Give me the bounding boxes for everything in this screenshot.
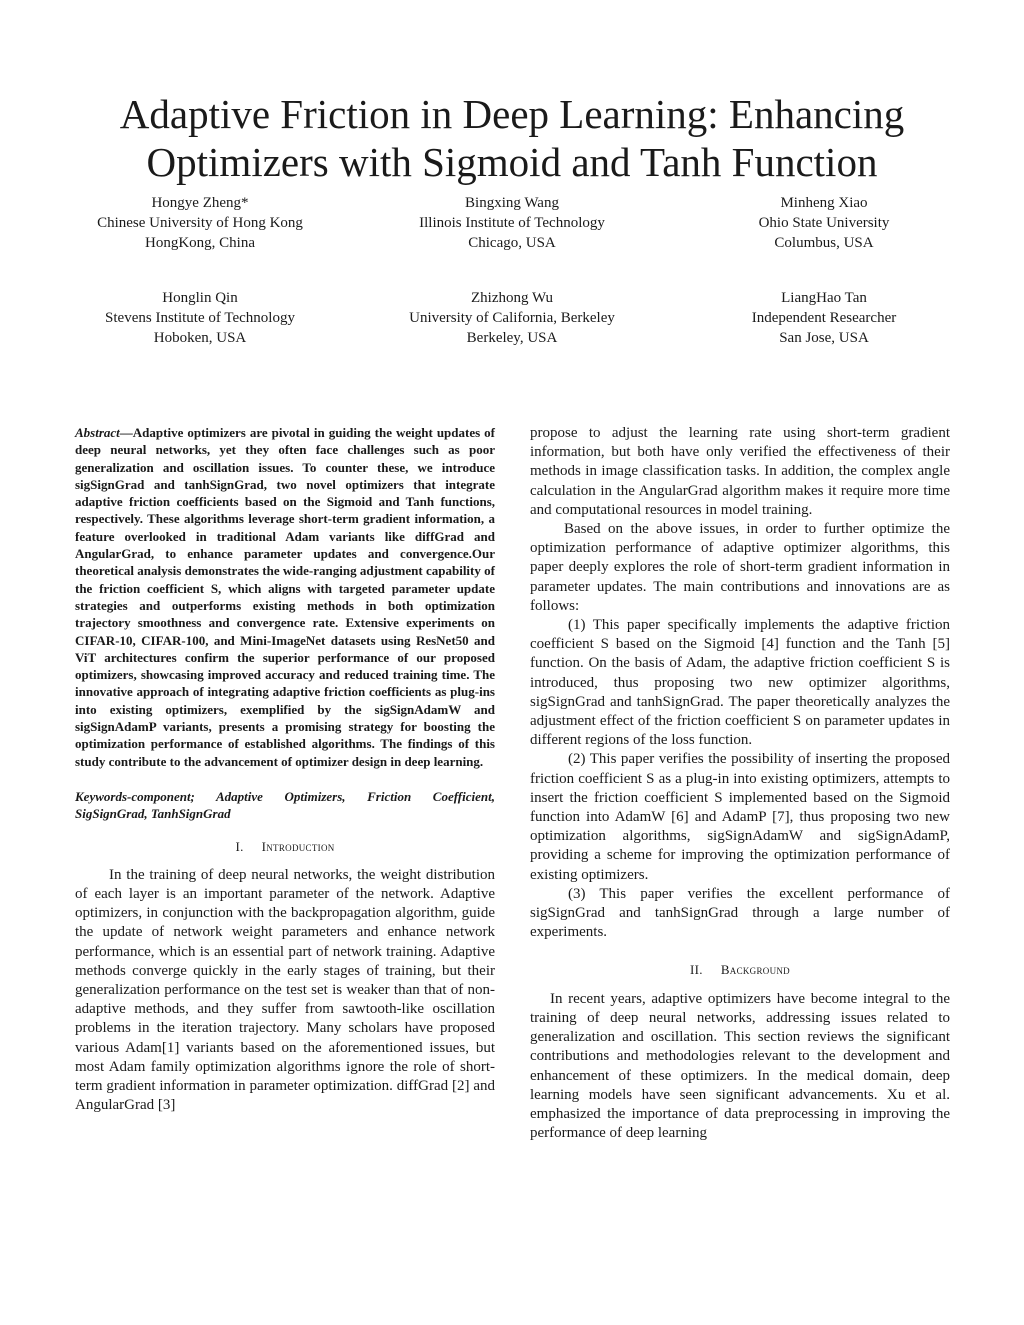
author-block: [664, 288, 984, 348]
paragraph: In the training of deep neural networks, the weight distribution of each layer is an important parameter of the network. Adaptive optimizers, in conjunction with the backpropagation algorithm, guide the update of network weight parameters and enhance network performance, which is an essential part of network training. Adaptive methods converge quickly in the early stages of training, but their generalization performance on the test set is weaker than that of non-adaptive methods, and they suffer from sawtooth-like oscillation problems in the iteration trajectory. Many scholars have proposed various Adam[1] variants based on the aforementioned issues, but most Adam family optimization algorithms ignore the role of short-term gradient information in parameter optimization. diffGrad [2] and AngularGrad [3]: [75, 866, 495, 1114]
abstract-lead: Abstract: [75, 425, 120, 440]
author-affiliation: Independent Researcher: [751, 310, 897, 326]
author-affiliation: Ohio State University: [758, 215, 890, 231]
author-block: [360, 288, 664, 348]
title-line-2: Optimizers with Sigmoid and Tanh Function: [146, 139, 878, 185]
author-block: [664, 193, 984, 253]
author-block: [360, 193, 664, 253]
author-location: San Jose, USA: [779, 330, 869, 346]
section-title: Background: [720, 962, 790, 978]
contribution-item: (1) This paper specifically implements the adaptive friction coefficient S based on the Sigmoid [4] function and the Tanh [5] function. On the basis of Adam, the adaptive friction coefficient S is introduced, thus proposing two new optimizer algorithms, sigSignGrad and tanhSignGrad. The paper theoretically analyzes the adjustment effect of the friction coefficient S on parameter updates in different regions of the loss function.: [530, 617, 950, 749]
contribution-item: (3) This paper verifies the excellent performance of sigSignGrad and tanhSignGrad through a large number of experiments.: [530, 885, 950, 941]
paragraph: In recent years, adaptive optimizers have become integral to the training of deep neural networks, addressing issues related to generalization and oscillation. This section reviews the significant contributions and methodologies relevant to the development and enhancement of these optimizers. In the medical domain, deep learning models have seen significant advancements. Xu et al. emphasized the importance of data preprocessing in improving the performance of deep learning: [530, 990, 950, 1142]
title-line-1: Adaptive Friction in Deep Learning: Enhancing: [119, 91, 905, 137]
keywords: Keywords-component; Adaptive Optimizers, Friction Coefficient, SigSignGrad, TanhSignGrad: [75, 788, 495, 822]
author-name: Bingxing Wang: [465, 195, 559, 211]
paper-title: [0, 90, 1024, 186]
right-column: [530, 424, 950, 1143]
abstract-text: —Adaptive optimizers are pivotal in guiding the weight updates of deep neural networks, yet they often face challenges such as poor generalization and oscillation issues. To counter these, we introduce sigSignGrad and tanhSignGrad, two novel optimizers that integrate adaptive friction coefficients based on the Sigmoid and Tanh functions, respectively. These algorithms leverage short-term gradient information, a feature overlooked in traditional Adam variants like diffGrad and AngularGrad, to enhance parameter updates and convergence.Our theoretical analysis demonstrates the wide-ranging adjustment capability of the friction coefficient S, which aligns with targeted parameter update strategies and outperforms existing methods in both optimization trajectory smoothness and convergence rate. Extensive experiments on CIFAR-10, CIFAR-100, and Mini-ImageNet datasets using ResNet50 and ViT architectures confirm the superior performance of our proposed optimizers, showcasing improved accuracy and reduced training time. The innovative approach of integrating adaptive friction coefficients as plug-ins into existing optimizers, exemplified by the sigSignAdamW and sigSignAdamP variants, presents a promising strategy for boosting the optimization performance of established algorithms. The findings of this study contribute to the advancement of optimizer design in deep learning.: [75, 425, 495, 769]
author-block: [40, 288, 360, 348]
section-title: Introduction: [261, 838, 335, 854]
author-name: Honglin Qin: [162, 290, 238, 306]
section-number: II.: [690, 962, 703, 978]
author-affiliation: Illinois Institute of Technology: [419, 215, 605, 231]
paragraph: Based on the above issues, in order to further optimize the optimization performance of adaptive optimizer algorithms, this paper deeply explores the role of short-term gradient information in parameter updates. The main contributions and innovations are as follows:: [530, 521, 950, 614]
section-heading-background: [530, 960, 950, 979]
paragraph: propose to adjust the learning rate using short-term gradient information, but both have only verified the effectiveness of their methods in image classification tasks. In addition, the complex angle calculation in the AngularGrad algorithm makes it require more time and computational resources in model training.: [530, 425, 950, 518]
author-name: Zhizhong Wu: [470, 290, 554, 306]
author-location: Berkeley, USA: [466, 330, 558, 346]
section-number: I.: [235, 838, 244, 854]
author-location: Columbus, USA: [774, 235, 874, 251]
author-name: Minheng Xiao: [780, 195, 868, 211]
author-affiliation: Chinese University of Hong Kong: [97, 215, 303, 231]
author-location: HongKong, China: [145, 235, 255, 251]
abstract: [75, 424, 495, 770]
author-row-2: [40, 288, 984, 348]
author-name: Hongye Zheng*: [151, 195, 249, 211]
author-block: [40, 193, 360, 253]
author-row-1: [40, 193, 984, 253]
author-name: LiangHao Tan: [781, 290, 867, 306]
section-heading-introduction: [75, 837, 495, 856]
author-location: Hoboken, USA: [153, 330, 247, 346]
author-affiliation: University of California, Berkeley: [409, 310, 615, 326]
left-column: [75, 424, 495, 1115]
author-affiliation: Stevens Institute of Technology: [105, 310, 295, 326]
author-location: Chicago, USA: [468, 235, 556, 251]
contribution-item: (2) This paper verifies the possibility of inserting the proposed friction coefficient S as a plug-in into existing optimizers, attempts to insert the friction coefficient S implemented based on the Sigmoid function into AdamW [6] and AdamP [7], thus proposing two new optimization algorithms, sigSignAdamW and sigSignAdamP, providing a scheme for improving the optimization performance of existing optimizers.: [530, 751, 950, 883]
